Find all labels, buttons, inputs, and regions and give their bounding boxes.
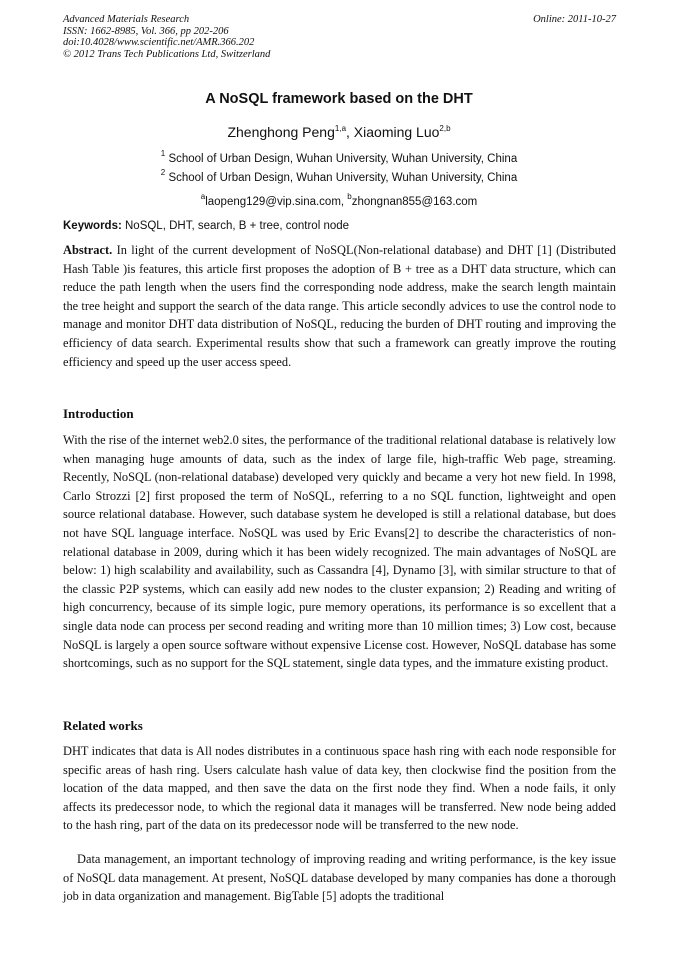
affiliation-2-sup: 2: [160, 168, 166, 177]
email-b: zhongnan855@163.com: [351, 196, 478, 208]
author-1-name: Zhenghong Peng: [227, 124, 335, 140]
affiliation-1-text: School of Urban Design, Wuhan University, Wuhan University, China: [168, 153, 518, 165]
email-a: laopeng129@vip.sina.com,: [205, 196, 348, 208]
abstract-text: In light of the current development of NoSQL(Non-relational database) and DHT [1] (Distributed Hash Table )is features, this article first proposes the adoption of B + tree as a DHT data structure, which can reduce the path length when the users find the corresponding node address, make the search length maintain the tree height and support the search of the data range. This article secondly advices to use the control node to manage and monitor DHT data distribution of NoSQL, reducing the burden of DHT routing and improving the efficiency of data search. Experimental results show that such a framework can greatly improve the routing efficiency and speed up the user access speed.: [63, 243, 616, 369]
affiliation-1-sup: 1: [160, 149, 166, 158]
author-2-name: Xiaoming Luo: [353, 124, 440, 140]
journal-name: Advanced Materials Research: [63, 14, 190, 25]
author-separator: ,: [346, 124, 354, 140]
online-date: Online: 2011-10-27: [533, 14, 616, 25]
introduction-paragraph: With the rise of the internet web2.0 sites, the performance of the traditional relational database is relatively low when managing huge amounts of data, such as the index of large file, high-traffic Web page, streaming. Recently, NoSQL (non-relational database) developed very quickly and became a very hot new field. In 1998, Carlo Strozzi [2] first proposed the term of NoSQL, referring to a no SQL function, lightweight and open source relational database. However, such database system he developed is still a relational database, but does not have SQL language interface. NoSQL was used by Eric Evans[2] to describe the characteristics of non-relational database in 2009, during which it has been widely recognized. The main advantages of NoSQL are below: 1) high scalability and availability, such as Cassandra [4], Dynamo [3], with similar structure to that of the classic P2P systems, which can easily add new nodes to the cluster expansion; 2) Reading and writing of high concurrency, because of its simple logic, pure memory operations, its performance is so excellent that a single data node can process per second reading and writing more than 10 million times; 3) Low cost, because NoSQL is largely a open source software without expensive License cost. However, NoSQL database has some shortcomings, such as no support for the SQL statement, single data types, and the immature existing product.: [63, 433, 616, 671]
email-b-sup: b: [347, 192, 352, 201]
paper-title: A NoSQL framework based on the DHT: [205, 91, 473, 107]
related-works-paragraph-1: DHT indicates that data is All nodes distributes in a continuous space hash ring with each node responsible for specific areas of hash ring. Users calculate hash value of data key, then clockwise find the position from the location of the data mapped, and then save the data on the first node they find. When a node fails, it only affects its predecessor node, to which the regional data it manages will be transferred. New node being added to the hash ring, part of the data on its predecessor node will be transferred to the new node.: [63, 744, 616, 833]
related-works-heading: Related works: [63, 718, 143, 733]
journal-header: [63, 14, 616, 60]
keywords: [63, 220, 616, 232]
email-a-sup: a: [200, 192, 206, 201]
author-line: [0, 124, 678, 140]
author-1-sup: 1,a: [334, 124, 347, 133]
keywords-text: NoSQL, DHT, search, B + tree, control node: [121, 220, 350, 232]
doi-line: doi:10.4028/www.scientific.net/AMR.366.202: [63, 37, 255, 48]
abstract-label: Abstract.: [63, 243, 113, 257]
affiliation-2: [0, 168, 678, 184]
related-works-paragraph-2: Data management, an important technology of improving reading and writing performance, is the key issue of NoSQL data management. At present, NoSQL database developed by many companies has done a thorough job in data organization and management. BigTable [5] adopts the traditional: [63, 852, 616, 904]
abstract: [63, 241, 616, 371]
keywords-label: Keywords:: [63, 220, 122, 232]
introduction-heading: Introduction: [63, 406, 134, 421]
email-line: [0, 192, 678, 208]
copyright-line: © 2012 Trans Tech Publications Ltd, Switzerland: [63, 48, 271, 60]
affiliation-1: [0, 149, 678, 165]
affiliation-2-text: School of Urban Design, Wuhan University, Wuhan University, China: [168, 172, 518, 184]
author-2-sup: 2,b: [439, 124, 451, 133]
issn-line: ISSN: 1662-8985, Vol. 366, pp 202-206: [63, 25, 229, 37]
